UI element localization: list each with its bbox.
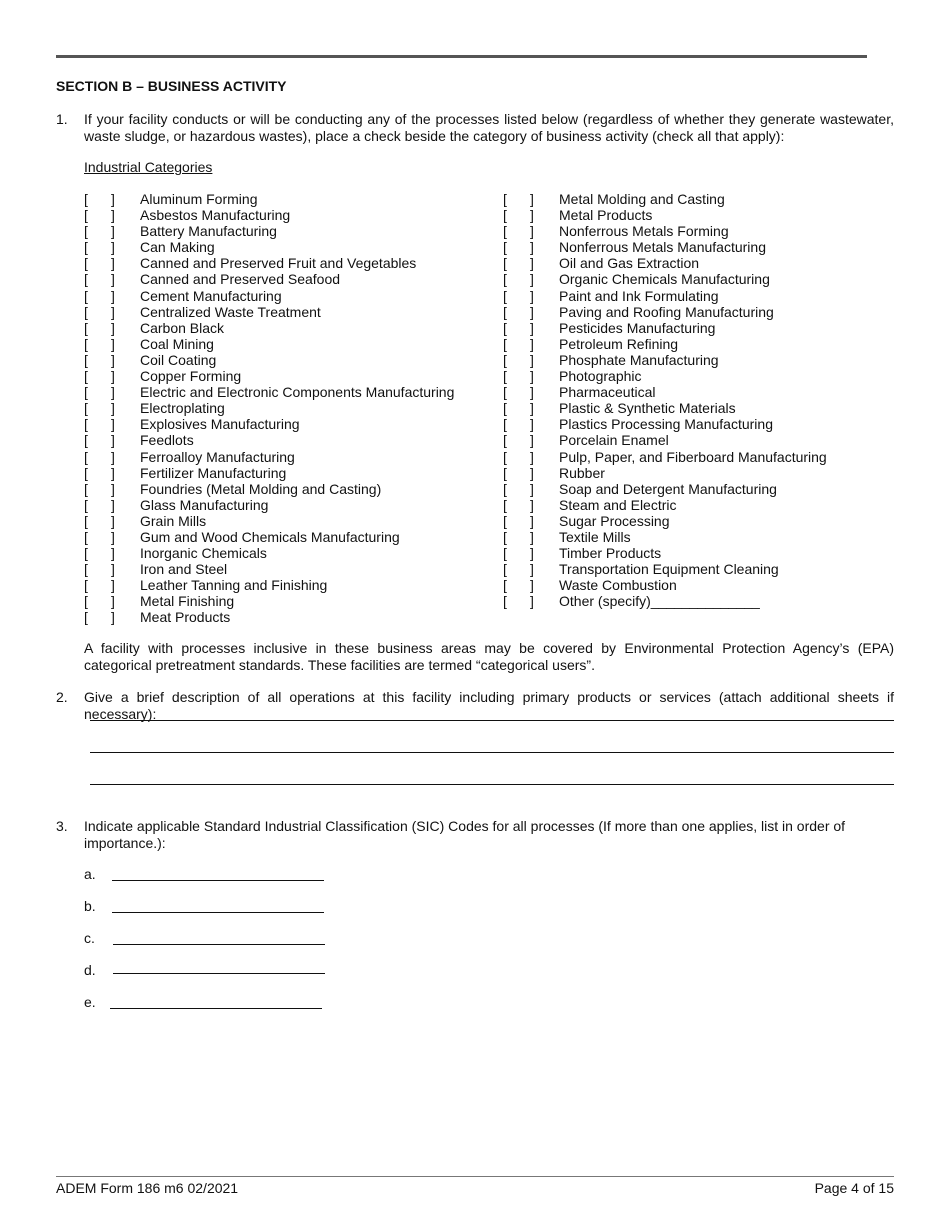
question-3-number: 3.: [56, 818, 68, 834]
category-label: Carbon Black: [140, 319, 225, 336]
category-label: Grain Mills: [140, 512, 207, 529]
sic-code-field-c[interactable]: [113, 944, 325, 945]
category-label: Oil and Gas Extraction: [559, 255, 700, 272]
checkbox-bracket-right[interactable]: ]: [530, 448, 534, 465]
checkbox-bracket-left[interactable]: [: [84, 416, 88, 433]
checkbox-bracket-right[interactable]: ]: [111, 303, 115, 320]
category-label: Transportation Equipment Cleaning: [559, 561, 779, 578]
category-item: [503, 449, 883, 465]
category-label: Foundries (Metal Molding and Casting): [140, 480, 382, 497]
category-list-left: [84, 191, 484, 626]
category-label: Metal Molding and Casting: [559, 191, 725, 207]
category-item: [84, 400, 484, 416]
category-label: Paving and Roofing Manufacturing: [559, 303, 774, 320]
checkbox-bracket-right[interactable]: ]: [530, 368, 534, 385]
checkbox-bracket-right[interactable]: ]: [111, 432, 115, 449]
category-item: [84, 288, 484, 304]
category-item: [84, 416, 484, 432]
category-item: [503, 239, 883, 255]
checkbox-bracket-right[interactable]: ]: [111, 528, 115, 545]
checkbox-bracket-left[interactable]: [: [84, 593, 88, 610]
checkbox-bracket-left[interactable]: [: [503, 303, 507, 320]
checkbox-bracket-right[interactable]: ]: [111, 480, 115, 497]
category-item: [503, 577, 883, 593]
checkbox-bracket-left[interactable]: [: [84, 191, 88, 207]
checkbox-bracket-right[interactable]: ]: [111, 609, 115, 626]
category-item: [84, 497, 484, 513]
category-item: [84, 609, 484, 625]
checkbox-bracket-right[interactable]: ]: [111, 335, 115, 352]
checkbox-bracket-left[interactable]: [: [84, 512, 88, 529]
sic-code-field-b[interactable]: [112, 912, 324, 913]
checkbox-bracket-right[interactable]: ]: [111, 351, 115, 368]
checkbox-bracket-right[interactable]: ]: [530, 287, 534, 304]
checkbox-bracket-right[interactable]: ]: [530, 561, 534, 578]
category-item: [84, 239, 484, 255]
category-item: [84, 223, 484, 239]
question-1-number: 1.: [56, 111, 68, 127]
checkbox-bracket-left[interactable]: [: [84, 303, 88, 320]
category-item: [84, 577, 484, 593]
category-label: Leather Tanning and Finishing: [140, 577, 328, 594]
checkbox-bracket-right[interactable]: ]: [111, 239, 115, 256]
category-label: Paint and Ink Formulating: [559, 287, 719, 304]
category-item: [503, 336, 883, 352]
checkbox-bracket-left[interactable]: [: [84, 239, 88, 256]
checkbox-bracket-left[interactable]: [: [84, 384, 88, 401]
checkbox-bracket-right[interactable]: ]: [530, 528, 534, 545]
checkbox-bracket-right[interactable]: ]: [530, 512, 534, 529]
category-item: [84, 255, 484, 271]
category-label: Aluminum Forming: [140, 191, 258, 207]
category-label: Other (specify)______________: [559, 593, 760, 610]
category-item: [84, 561, 484, 577]
category-label: Steam and Electric: [559, 496, 677, 513]
category-label: Centralized Waste Treatment: [140, 303, 321, 320]
checkbox-bracket-left[interactable]: [: [84, 432, 88, 449]
category-item: [503, 545, 883, 561]
checkbox-bracket-left[interactable]: [: [84, 464, 88, 481]
checkbox-bracket-left[interactable]: [: [503, 480, 507, 497]
category-label: Sugar Processing: [559, 512, 670, 529]
checkbox-bracket-left[interactable]: [: [84, 255, 88, 272]
checkbox-bracket-right[interactable]: ]: [111, 577, 115, 594]
checkbox-bracket-left[interactable]: [: [84, 368, 88, 385]
checkbox-bracket-right[interactable]: ]: [530, 384, 534, 401]
checkbox-bracket-right[interactable]: ]: [111, 191, 115, 207]
description-line-1[interactable]: [90, 720, 894, 721]
question-1-text: If your facility conducts or will be conducting any of the processes listed below (regardless of whether they generate wastewater, waste sludge, or hazardous wastes), place a check beside the category of business activity (check all that apply):: [84, 111, 894, 144]
category-item: [84, 304, 484, 320]
category-label: Inorganic Chemicals: [140, 545, 267, 562]
category-item: [84, 449, 484, 465]
category-item: [84, 593, 484, 609]
category-list-right: [503, 191, 883, 609]
category-label: Soap and Detergent Manufacturing: [559, 480, 777, 497]
category-label: Waste Combustion: [559, 577, 677, 594]
checkbox-bracket-right[interactable]: ]: [530, 416, 534, 433]
category-label: Pharmaceutical: [559, 384, 656, 401]
category-item: [84, 513, 484, 529]
category-label: Battery Manufacturing: [140, 223, 277, 240]
checkbox-bracket-right[interactable]: ]: [111, 400, 115, 417]
checkbox-bracket-right[interactable]: ]: [530, 480, 534, 497]
checkbox-bracket-left[interactable]: [: [503, 384, 507, 401]
category-item: [84, 529, 484, 545]
category-label: Metal Products: [559, 207, 653, 224]
checkbox-bracket-left[interactable]: [: [503, 207, 507, 224]
category-item: [503, 384, 883, 400]
checkbox-bracket-left[interactable]: [: [84, 528, 88, 545]
category-label: Coal Mining: [140, 335, 214, 352]
category-item: [503, 481, 883, 497]
checkbox-bracket-right[interactable]: ]: [530, 255, 534, 272]
checkbox-bracket-left[interactable]: [: [503, 351, 507, 368]
checkbox-bracket-left[interactable]: [: [503, 577, 507, 594]
category-item: [84, 271, 484, 287]
categorical-users-note: A facility with processes inclusive in these business areas may be covered by Environmental Protection Agency’s (EPA) categorical pretreatment standards. These facilities are termed “categorical users”.: [84, 640, 894, 673]
category-label: Coil Coating: [140, 351, 217, 368]
checkbox-bracket-left[interactable]: [: [84, 351, 88, 368]
checkbox-bracket-left[interactable]: [: [84, 207, 88, 224]
checkbox-bracket-right[interactable]: ]: [530, 593, 534, 610]
checkbox-bracket-right[interactable]: ]: [530, 496, 534, 513]
description-line-2[interactable]: [90, 752, 894, 753]
category-item: [84, 481, 484, 497]
checkbox-bracket-left[interactable]: [: [84, 319, 88, 336]
checkbox-bracket-right[interactable]: ]: [111, 464, 115, 481]
category-label: Feedlots: [140, 432, 194, 449]
category-item: [503, 207, 883, 223]
category-label: Plastic & Synthetic Materials: [559, 400, 736, 417]
checkbox-bracket-right[interactable]: ]: [530, 432, 534, 449]
category-item: [503, 191, 883, 207]
sic-letter: d.: [84, 962, 96, 978]
category-label: Asbestos Manufacturing: [140, 207, 291, 224]
category-label: Organic Chemicals Manufacturing: [559, 271, 770, 288]
checkbox-bracket-left[interactable]: [: [503, 335, 507, 352]
category-item: [503, 288, 883, 304]
category-label: Plastics Processing Manufacturing: [559, 416, 773, 433]
category-label: Metal Finishing: [140, 593, 235, 610]
checkbox-bracket-left[interactable]: [: [503, 528, 507, 545]
checkbox-bracket-left[interactable]: [: [503, 271, 507, 288]
category-label: Explosives Manufacturing: [140, 416, 300, 433]
checkbox-bracket-left[interactable]: [: [503, 448, 507, 465]
checkbox-bracket-left[interactable]: [: [503, 239, 507, 256]
category-label: Rubber: [559, 464, 605, 481]
category-item: [503, 561, 883, 577]
category-label: Ferroalloy Manufacturing: [140, 448, 295, 465]
sic-letter: e.: [84, 994, 96, 1010]
form-id: ADEM Form 186 m6 02/2021: [56, 1180, 239, 1196]
category-item: [84, 368, 484, 384]
checkbox-bracket-right[interactable]: ]: [111, 545, 115, 562]
checkbox-bracket-right[interactable]: ]: [530, 335, 534, 352]
checkbox-bracket-right[interactable]: ]: [111, 287, 115, 304]
checkbox-bracket-left[interactable]: [: [503, 512, 507, 529]
checkbox-bracket-right[interactable]: ]: [111, 207, 115, 224]
category-item: [84, 320, 484, 336]
category-item: [503, 368, 883, 384]
checkbox-bracket-left[interactable]: [: [503, 287, 507, 304]
checkbox-bracket-left[interactable]: [: [503, 432, 507, 449]
category-label: Electric and Electronic Components Manufacturing: [140, 384, 455, 401]
checkbox-bracket-left[interactable]: [: [84, 400, 88, 417]
category-item: [503, 304, 883, 320]
checkbox-bracket-left[interactable]: [: [84, 480, 88, 497]
checkbox-bracket-right[interactable]: ]: [111, 448, 115, 465]
sic-letter: a.: [84, 866, 96, 882]
checkbox-bracket-right[interactable]: ]: [111, 319, 115, 336]
category-label: Gum and Wood Chemicals Manufacturing: [140, 528, 400, 545]
checkbox-bracket-left[interactable]: [: [503, 223, 507, 240]
checkbox-bracket-left[interactable]: [: [503, 545, 507, 562]
sic-code-field-d[interactable]: [113, 973, 325, 974]
category-item: [503, 400, 883, 416]
checkbox-bracket-left[interactable]: [: [84, 448, 88, 465]
top-rule: [56, 55, 867, 58]
category-label: Iron and Steel: [140, 561, 228, 578]
category-label: Can Making: [140, 239, 215, 256]
category-item: [84, 207, 484, 223]
category-item: [503, 320, 883, 336]
checkbox-bracket-left[interactable]: [: [84, 271, 88, 288]
checkbox-bracket-right[interactable]: ]: [530, 191, 534, 207]
checkbox-bracket-left[interactable]: [: [84, 335, 88, 352]
question-2-number: 2.: [56, 689, 68, 705]
checkbox-bracket-right[interactable]: ]: [530, 207, 534, 224]
checkbox-bracket-right[interactable]: ]: [530, 545, 534, 562]
checkbox-bracket-right[interactable]: ]: [530, 271, 534, 288]
checkbox-bracket-left[interactable]: [: [503, 191, 507, 207]
checkbox-bracket-right[interactable]: ]: [530, 351, 534, 368]
category-item: [84, 191, 484, 207]
sic-letter: c.: [84, 930, 95, 946]
checkbox-bracket-right[interactable]: ]: [111, 255, 115, 272]
category-label: Phosphate Manufacturing: [559, 351, 719, 368]
checkbox-bracket-right[interactable]: ]: [530, 400, 534, 417]
footer-rule: [56, 1176, 894, 1177]
category-label: Petroleum Refining: [559, 335, 679, 352]
category-item: [503, 255, 883, 271]
category-item: [503, 416, 883, 432]
checkbox-bracket-left[interactable]: [: [503, 319, 507, 336]
checkbox-bracket-left[interactable]: [: [503, 416, 507, 433]
category-item: [84, 384, 484, 400]
sic-code-field-a[interactable]: [112, 880, 324, 881]
category-label: Pulp, Paper, and Fiberboard Manufacturing: [559, 448, 827, 465]
question-3-text: Indicate applicable Standard Industrial Classification (SIC) Codes for all processes (If more than one applies, list in order of importance.):: [84, 818, 846, 851]
checkbox-bracket-left[interactable]: [: [84, 545, 88, 562]
checkbox-bracket-right[interactable]: ]: [111, 368, 115, 385]
category-label: Timber Products: [559, 545, 662, 562]
checkbox-bracket-left[interactable]: [: [503, 400, 507, 417]
checkbox-bracket-left[interactable]: [: [84, 496, 88, 513]
checkbox-bracket-right[interactable]: ]: [530, 239, 534, 256]
checkbox-bracket-right[interactable]: ]: [111, 593, 115, 610]
checkbox-bracket-left[interactable]: [: [84, 577, 88, 594]
checkbox-bracket-right[interactable]: ]: [530, 223, 534, 240]
category-label: Nonferrous Metals Forming: [559, 223, 729, 240]
category-item: [503, 432, 883, 448]
category-item: [503, 352, 883, 368]
checkbox-bracket-right[interactable]: ]: [111, 512, 115, 529]
description-line-3[interactable]: [90, 784, 894, 785]
checkbox-bracket-left[interactable]: [: [503, 496, 507, 513]
category-item: [84, 352, 484, 368]
category-item: [503, 465, 883, 481]
checkbox-bracket-left[interactable]: [: [84, 609, 88, 626]
category-item: [84, 545, 484, 561]
checkbox-bracket-right[interactable]: ]: [530, 319, 534, 336]
category-label: Porcelain Enamel: [559, 432, 669, 449]
checkbox-bracket-right[interactable]: ]: [111, 271, 115, 288]
section-title: SECTION B – BUSINESS ACTIVITY: [56, 78, 287, 94]
category-label: Fertilizer Manufacturing: [140, 464, 287, 481]
category-item: [503, 497, 883, 513]
checkbox-bracket-right[interactable]: ]: [111, 561, 115, 578]
checkbox-bracket-right[interactable]: ]: [530, 303, 534, 320]
category-item: [84, 432, 484, 448]
category-label: Glass Manufacturing: [140, 496, 269, 513]
checkbox-bracket-left[interactable]: [: [503, 255, 507, 272]
category-label: Photographic: [559, 368, 642, 385]
category-label: Textile Mills: [559, 528, 631, 545]
checkbox-bracket-right[interactable]: ]: [530, 577, 534, 594]
category-label: Copper Forming: [140, 368, 242, 385]
page-number: Page 4 of 15: [814, 1180, 894, 1196]
category-label: Canned and Preserved Seafood: [140, 271, 341, 288]
sic-letter: b.: [84, 898, 96, 914]
category-item: [503, 593, 883, 609]
category-item: [84, 465, 484, 481]
checkbox-bracket-right[interactable]: ]: [530, 464, 534, 481]
checkbox-bracket-left[interactable]: [: [84, 287, 88, 304]
category-item: [84, 336, 484, 352]
checkbox-bracket-left[interactable]: [: [503, 561, 507, 578]
industrial-categories-heading: Industrial Categories: [84, 159, 213, 175]
question-2-text: Give a brief description of all operations at this facility including primary products or services (attach additional sheets if necessary):: [84, 689, 894, 722]
category-label: Meat Products: [140, 609, 231, 626]
checkbox-bracket-right[interactable]: ]: [111, 496, 115, 513]
checkbox-bracket-left[interactable]: [: [503, 593, 507, 610]
category-label: Canned and Preserved Fruit and Vegetables: [140, 255, 417, 272]
checkbox-bracket-left[interactable]: [: [84, 223, 88, 240]
category-label: Electroplating: [140, 400, 225, 417]
sic-code-field-e[interactable]: [110, 1008, 322, 1009]
category-item: [503, 271, 883, 287]
category-label: Cement Manufacturing: [140, 287, 282, 304]
category-item: [503, 513, 883, 529]
checkbox-bracket-left[interactable]: [: [503, 464, 507, 481]
category-label: Nonferrous Metals Manufacturing: [559, 239, 766, 256]
checkbox-bracket-right[interactable]: ]: [111, 223, 115, 240]
checkbox-bracket-left[interactable]: [: [84, 561, 88, 578]
category-label: Pesticides Manufacturing: [559, 319, 716, 336]
category-item: [503, 529, 883, 545]
checkbox-bracket-right[interactable]: ]: [111, 416, 115, 433]
checkbox-bracket-right[interactable]: ]: [111, 384, 115, 401]
category-item: [503, 223, 883, 239]
checkbox-bracket-left[interactable]: [: [503, 368, 507, 385]
